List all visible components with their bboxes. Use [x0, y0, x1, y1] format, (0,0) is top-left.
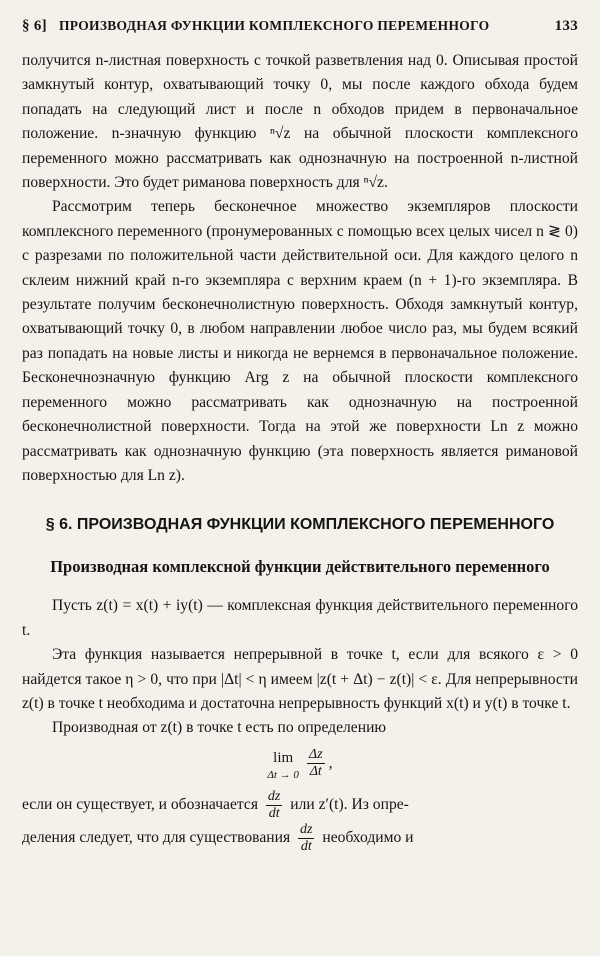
paragraph-derivative-intro: Производная от z(t) в точке t есть по определению — [52, 719, 387, 737]
paragraph-continuity: Эта функция называется непрерывной в точке t, если для всякого ε > 0 найдется такое η > 0, что при |Δt| < η имеем |z(t + Δt) − z(t)| < ε. Для непрерывности z(t) в точке t необходима и достаточна непрерывность функций x(t) и y(t) в точке t. — [22, 646, 578, 712]
header-title: ПРОИЗВОДНАЯ ФУНКЦИИ КОМПЛЕКСНОГО ПЕРЕМЕННОГО — [58, 18, 490, 33]
limit-operator: lim Δt → 0 — [267, 749, 299, 781]
limit-formula: lim Δt → 0 $\frac{\Delta z}{\Delta t}$ , — [267, 747, 333, 781]
paragraph-definition: Пусть z(t) = x(t) + iy(t) — комплексная функция действительного переменного t. — [22, 597, 578, 639]
header-section-mark: § 6] — [22, 18, 47, 34]
running-header — [22, 18, 578, 35]
paragraph-infinite-sheets: Рассмотрим теперь бесконечное множество экземпляров плоскости комплексного переменного (пронумерованных с помощью всех целых чисел n ≷ 0) с разрезами по положительной части действительной оси. Для каждого целого n склеим нижний край n-го экземпляра с верхним краем (n + 1)-го экземпляра. В результате получим бесконечнолистную поверхность. Обходя замкнутый контур, охватывающий точку 0, в любом направлении любое число раз, мы будем всякий раз попадать на новые листы и никогда не вернемся в первоначальное положение. Бесконечнозначную функцию Arg z на обычной плоскости комплексного переменного можно рассматривать как однозначную на построенной бесконечнолистной поверхности. Тогда на этой же поверхности Ln z можно рассматривать как однозначную функцию (эта поверхность является римановой поверхностью для Ln z). — [22, 198, 578, 484]
paragraph-riemann-n: получится n-листная поверхность с точкой разветвления над 0. Описывая простой замкнутый контур, охватывающий точку 0, мы после каждого обхода будем попадать на следующий лист и после n обходов придем в первоначальное положение. n-значную функцию ⁿ√z на обычной плоскости комплексного переменного можно рассматривать как однозначную на построенной n-листной поверхности. Это будет риманова поверхность для ⁿ√z. — [22, 52, 578, 192]
paragraph-existence: деления следует, что для существования $\frac{dz}{dt}$ необходимо и — [22, 821, 414, 854]
paragraph-notation: если он существует, и обозначается $\frac{dz}{dt}$ или z′(t). Из опре- — [22, 788, 409, 821]
difference-quotient: $\frac{\Delta z}{\Delta t}$ — [308, 747, 323, 780]
dz-dt-fraction: $\frac{dz}{dt}$ — [267, 788, 281, 821]
dz-dt-fraction-2: $\frac{dz}{dt}$ — [300, 821, 313, 854]
section-title: § 6. ПРОИЗВОДНАЯ ФУНКЦИИ КОМПЛЕКСНОГО ПЕРЕМЕННОГО — [45, 516, 555, 534]
subsection-title: Производная комплексной функции действительного переменного — [50, 557, 550, 577]
page-number: 133 — [554, 18, 578, 34]
